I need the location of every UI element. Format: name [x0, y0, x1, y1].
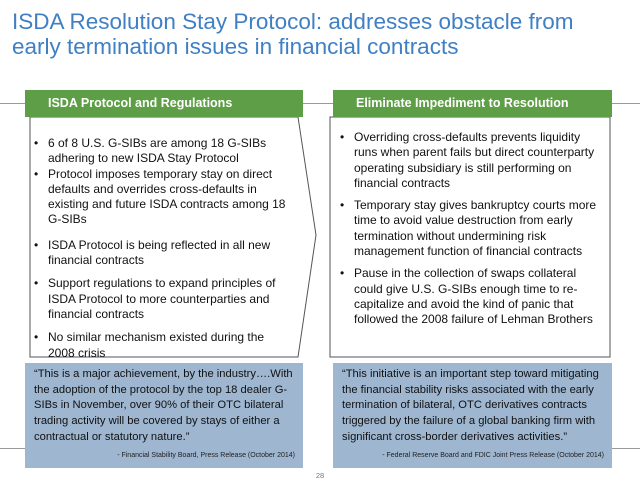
page-number: 28 — [315, 471, 325, 480]
left-quote-box — [25, 363, 303, 468]
right-quote-source: - Federal Reserve Board and FDIC Joint Press Release (October 2014) — [382, 452, 604, 459]
bullet-item: • Support regulations to expand principles of ISDA Protocol to more counterparties and financial contracts — [34, 276, 294, 322]
bullet-item: • ISDA Protocol is being reflected in all new financial contracts — [34, 238, 294, 269]
bullet-item: • Temporary stay gives bankruptcy courts more time to avoid value destruction from early termination without undermining risk management function of financial contracts — [340, 198, 598, 259]
left-quote-source: - Financial Stability Board, Press Release (October 2014) — [117, 452, 295, 459]
slide-title-line-2: early termination issues in financial contracts — [12, 34, 459, 59]
bullet-item: • Protocol imposes temporary stay on direct defaults and overrides cross-defaults in existing and future ISDA contracts among 18 G-SIBs — [34, 167, 294, 228]
left-quote-text: “This is a major achievement, by the industry….With the adoption of the protocol by the top 18 dealer G-SIBs in November, over 90% of their OTC bilateral trading activity will be covered by stays of either a contractual or statutory nature.” — [34, 368, 293, 443]
right-quote-text: “This initiative is an important step toward mitigating the financial stability risks associated with the early termination of bilateral, OTC derivatives contracts triggered by the failure of a global banking firm with significant cross-border derivatives activities.” — [342, 368, 599, 443]
right-panel-bullet-list — [340, 130, 598, 328]
left-panel-bullet-list — [34, 136, 294, 361]
slide-title-line-1: ISDA Resolution Stay Protocol: addresses obstacle from — [12, 9, 574, 34]
bullet-item: • Pause in the collection of swaps collateral could give U.S. G-SIBs enough time to re-capitalize and avoid the kind of panic that followed the 2008 failure of Lehman Brothers — [340, 266, 598, 327]
bullet-item: • 6 of 8 U.S. G-SIBs are among 18 G-SIBs adhering to new ISDA Stay Protocol — [34, 136, 294, 167]
left-panel-header: ISDA Protocol and Regulations — [25, 90, 303, 117]
right-quote-box — [333, 363, 612, 468]
bullet-item: • Overriding cross-defaults prevents liquidity runs when parent fails but direct counterparty operating subsidiary is still performing on financial contracts — [340, 130, 598, 191]
bullet-item: • No similar mechanism existed during the 2008 crisis — [34, 330, 294, 361]
right-panel-header: Eliminate Impediment to Resolution — [333, 90, 612, 117]
